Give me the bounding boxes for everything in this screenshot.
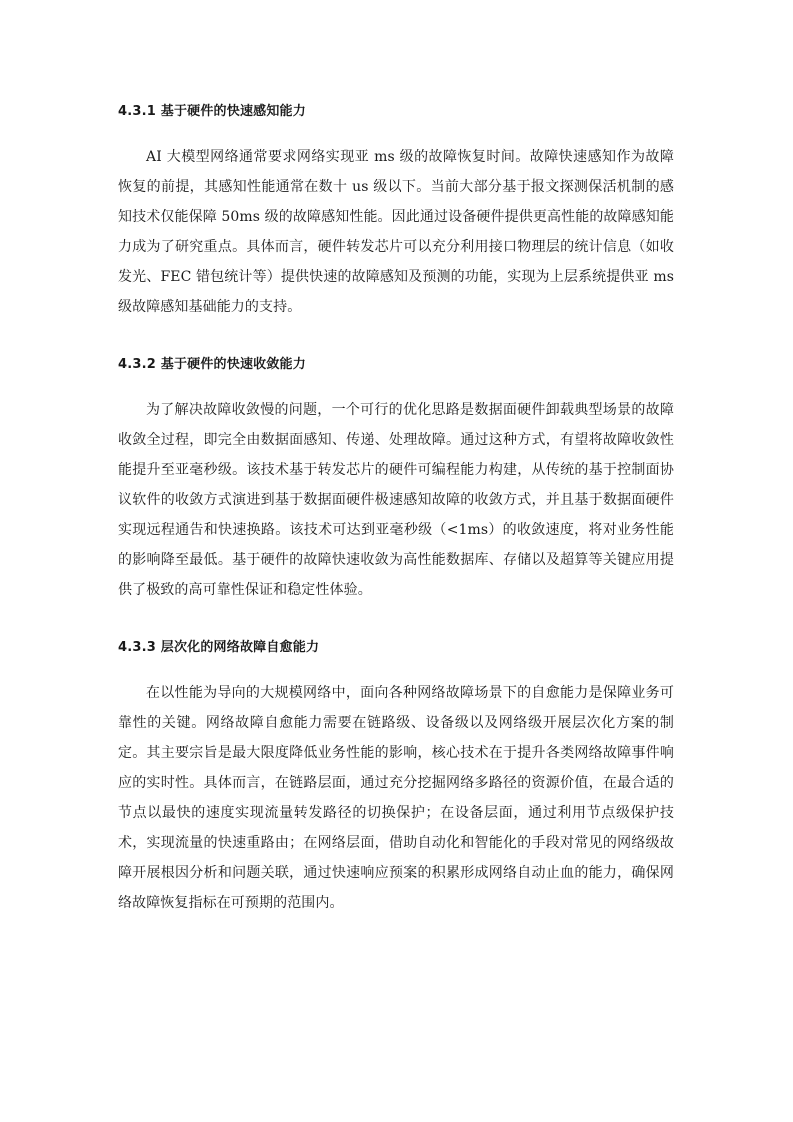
section-4-3-1 <box>118 102 674 322</box>
section-heading: 4.3.1 基于硬件的快速感知能力 <box>118 104 306 119</box>
section-4-3-3 <box>118 638 674 918</box>
section-paragraph: 为了解决故障收敛慢的问题，一个可行的优化思路是数据面硬件卸载典型场景的故障收敛全过程，即完全由数据面感知、传递、处理故障。通过这种方式，有望将故障收敛性能提升至亚毫秒级。该技术基于转发芯片的硬件可编程能力构建，从传统的基于控制面协议软件的收敛方式演进到基于数据面硬件极速感知故障的收敛方式，并且基于数据面硬件实现远程通告和快速换路。该技术可达到亚毫秒级（<1ms）的收敛速度，将对业务性能的影响降至最低。基于硬件的故障快速收敛为高性能数据库、存储以及超算等关键应用提供了极致的高可靠性保证和稳定性体验。 <box>118 402 674 598</box>
section-heading: 4.3.3 层次化的网络故障自愈能力 <box>118 640 320 655</box>
section-paragraph: AI 大模型网络通常要求网络实现亚 ms 级的故障恢复时间。故障快速感知作为故障恢复的前提，其感知性能通常在数十 us 级以下。当前大部分基于报文探测保活机制的感知技术仅能保障 50ms 级的故障感知性能。因此通过设备硬件提供更高性能的故障感知能力成为了研究重点。具体而言，硬件转发芯片可以充分利用接口物理层的统计信息（如收发光、FEC 错包统计等）提供快速的故障感知及预测的功能，实现为上层系统提供亚 ms 级故障感知基础能力的支持。 <box>118 149 674 315</box>
section-paragraph: 在以性能为导向的大规模网络中，面向各种网络故障场景下的自愈能力是保障业务可靠性的关键。网络故障自愈能力需要在链路级、设备级以及网络级开展层次化方案的制定。其主要宗旨是最大限度降低业务性能的影响，核心技术在于提升各类网络故障事件响应的实时性。具体而言，在链路层面，通过充分挖掘网络多路径的资源价值，在最合适的节点以最快的速度实现流量转发路径的切换保护；在设备层面，通过利用节点级保护技术，实现流量的快速重路由；在网络层面，借助自动化和智能化的手段对常见的网络级故障开展根因分析和问题关联，通过快速响应预案的积累形成网络自动止血的能力，确保网络故障恢复指标在可预期的范围内。 <box>118 685 674 911</box>
section-4-3-2 <box>118 355 674 605</box>
section-heading: 4.3.2 基于硬件的快速收敛能力 <box>118 357 306 372</box>
